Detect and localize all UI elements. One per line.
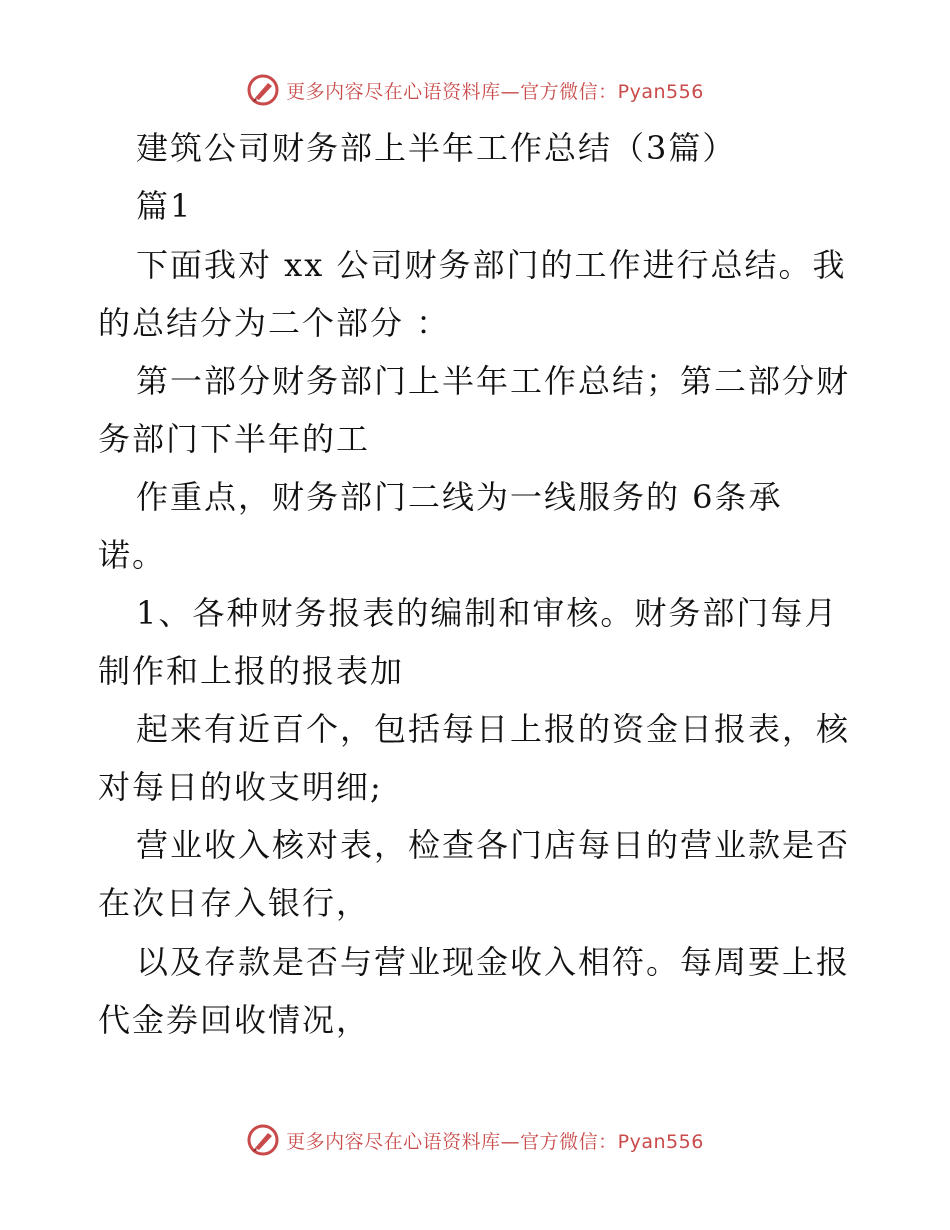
paragraph-line: 以及存款是否与营业现金收入相符。每周要上报 (136, 943, 851, 981)
paragraph-line: 下面我对 xx 公司财务部门的工作进行总结。我 (136, 246, 847, 284)
paragraph-line: 制作和上报的报表加 (98, 652, 405, 690)
document-title: 建筑公司财务部上半年工作总结（3篇） (136, 129, 737, 167)
header-wechat-id: Pyan556 (617, 80, 704, 103)
header-banner-text: 更多内容尽在心语资料库—官方微信：Pyan556 (286, 80, 704, 103)
footer-wechat-id: Pyan556 (617, 1130, 704, 1153)
paragraph-line: 营业收入核对表，检查各门店每日的营业款是否 (136, 826, 851, 864)
paragraph-line: 对每日的收支明细; (98, 768, 383, 806)
paragraph-line: 起来有近百个，包括每日上报的资金日报表，核 (136, 710, 851, 748)
paragraph-line: 诺。 (98, 536, 167, 574)
paragraph-line: 的总结分为二个部分 ： (98, 304, 451, 342)
paragraph-line: 作重点，财务部门二线为一线服务的 6条承 (136, 478, 783, 516)
footer-banner-text: 更多内容尽在心语资料库—官方微信：Pyan556 (286, 1130, 704, 1153)
section-heading: 篇1 (136, 187, 193, 225)
footer-banner (0, 1120, 950, 1160)
paragraph-line: 代金券回收情况， (98, 1001, 371, 1039)
paragraph-line: 在次日存入银行， (98, 884, 371, 922)
paragraph-line: 1、各种财务报表的编制和审核。财务部门每月 (136, 594, 839, 632)
paragraph-line: 务部门下半年的工 (98, 420, 371, 458)
paragraph-line: 第一部分财务部门上半年工作总结；第二部分财 (136, 362, 851, 400)
pen-logo-icon (246, 1123, 280, 1157)
